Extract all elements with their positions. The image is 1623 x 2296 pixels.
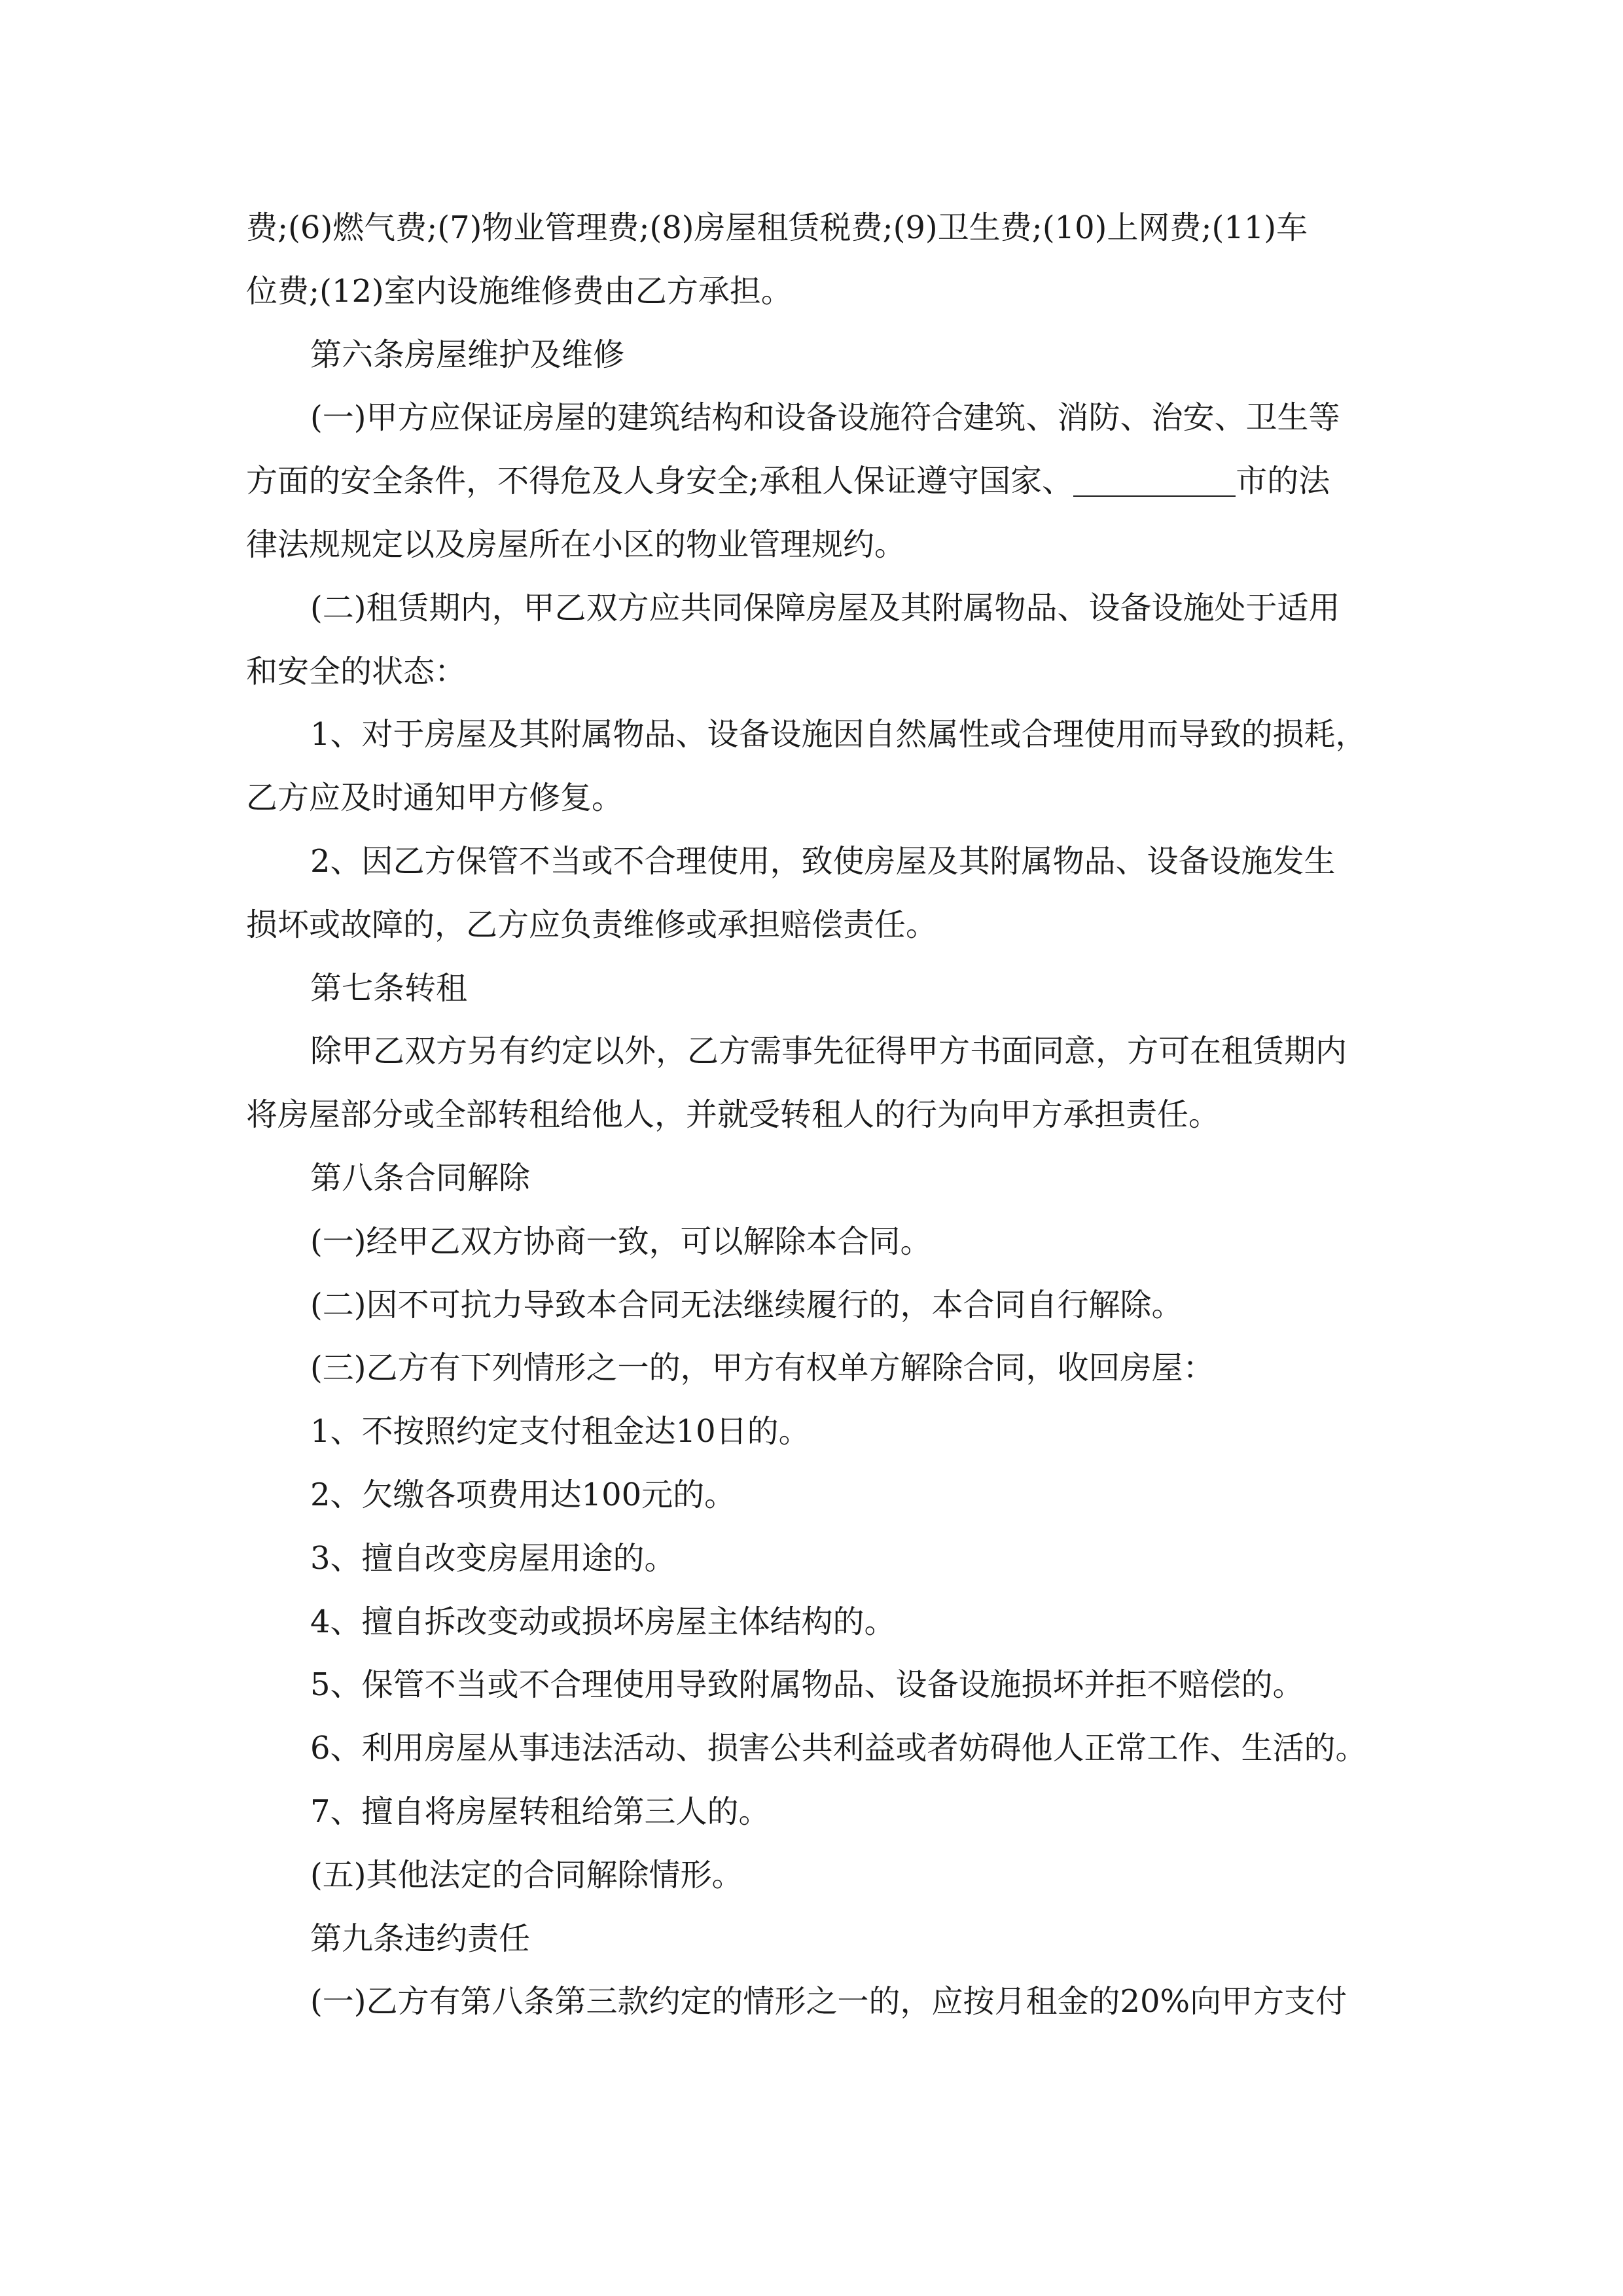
text-line: 位费;(12)室内设施维修费由乙方承担。 — [246, 272, 793, 310]
document-body — [246, 196, 1385, 2034]
text-line: 和安全的状态： — [246, 653, 467, 690]
list-item: 1、不按照约定支付租金达10日的。 — [310, 1413, 810, 1450]
text-line: 将房屋部分或全部转租给他人，并就受转租人的行为向甲方承担责任。 — [246, 1096, 1221, 1134]
section-heading: 第九条违约责任 — [310, 1920, 531, 1957]
list-item: 6、利用房屋从事违法活动、损害公共利益或者妨碍他人正常工作、生活的。 — [310, 1730, 1367, 1767]
text-line: 费;(6)燃气费;(7)物业管理费;(8)房屋租赁税费;(9)卫生费;(10)上网费;(11)车 — [246, 209, 1308, 246]
text-before-blank: 方面的安全条件，不得危及人身安全;承租人保证遵守国家、 — [246, 463, 1074, 500]
text-line: 乙方应及时通知甲方修复。 — [246, 780, 624, 817]
text-line: (五)其他法定的合同解除情形。 — [310, 1856, 743, 1893]
text-line: (三)乙方有下列情形之一的，甲方有权单方解除合同，收回房屋： — [310, 1350, 1215, 1387]
list-item: 4、擅自拆改变动或损坏房屋主体结构的。 — [310, 1603, 896, 1640]
text-after-blank: 市的法 — [1236, 463, 1330, 500]
fill-in-blank — [1073, 459, 1236, 497]
text-line: 1、对于房屋及其附属物品、设备设施因自然属性或合理使用而导致的损耗， — [310, 716, 1367, 753]
text-line: 损坏或故障的，乙方应负责维修或承担赔偿责任。 — [246, 906, 938, 943]
text-line: 律法规规定以及房屋所在小区的物业管理规约。 — [246, 526, 906, 563]
text-line: 除甲乙双方另有约定以外，乙方需事先征得甲方书面同意，方可在租赁期内 — [310, 1033, 1347, 1070]
list-item: 5、保管不当或不合理使用导致附属物品、设备设施损坏并拒不赔偿的。 — [310, 1666, 1304, 1704]
text-line: 2、因乙方保管不当或不合理使用，致使房屋及其附属物品、设备设施发生 — [310, 842, 1336, 880]
section-heading: 第七条转租 — [310, 969, 468, 1007]
list-item: 7、擅自将房屋转租给第三人的。 — [310, 1793, 770, 1830]
text-line: (一)乙方有第八条第三款约定的情形之一的，应按月租金的20%向甲方支付 — [310, 1983, 1347, 2020]
text-line-with-blank — [246, 450, 1385, 513]
section-heading: 第六条房屋维护及维修 — [310, 336, 625, 373]
text-line: (二)因不可抗力导致本合同无法继续履行的，本合同自行解除。 — [310, 1286, 1183, 1323]
section-heading: 第八条合同解除 — [310, 1159, 531, 1196]
text-line: (二)租赁期内，甲乙双方应共同保障房屋及其附属物品、设备设施处于适用 — [310, 589, 1340, 626]
text-line: (一)甲方应保证房屋的建筑结构和设备设施符合建筑、消防、治安、卫生等 — [310, 399, 1340, 437]
list-item: 2、欠缴各项费用达100元的。 — [310, 1476, 736, 1513]
list-item: 3、擅自改变房屋用途的。 — [310, 1539, 676, 1577]
text-line: (一)经甲乙双方协商一致，可以解除本合同。 — [310, 1223, 932, 1260]
